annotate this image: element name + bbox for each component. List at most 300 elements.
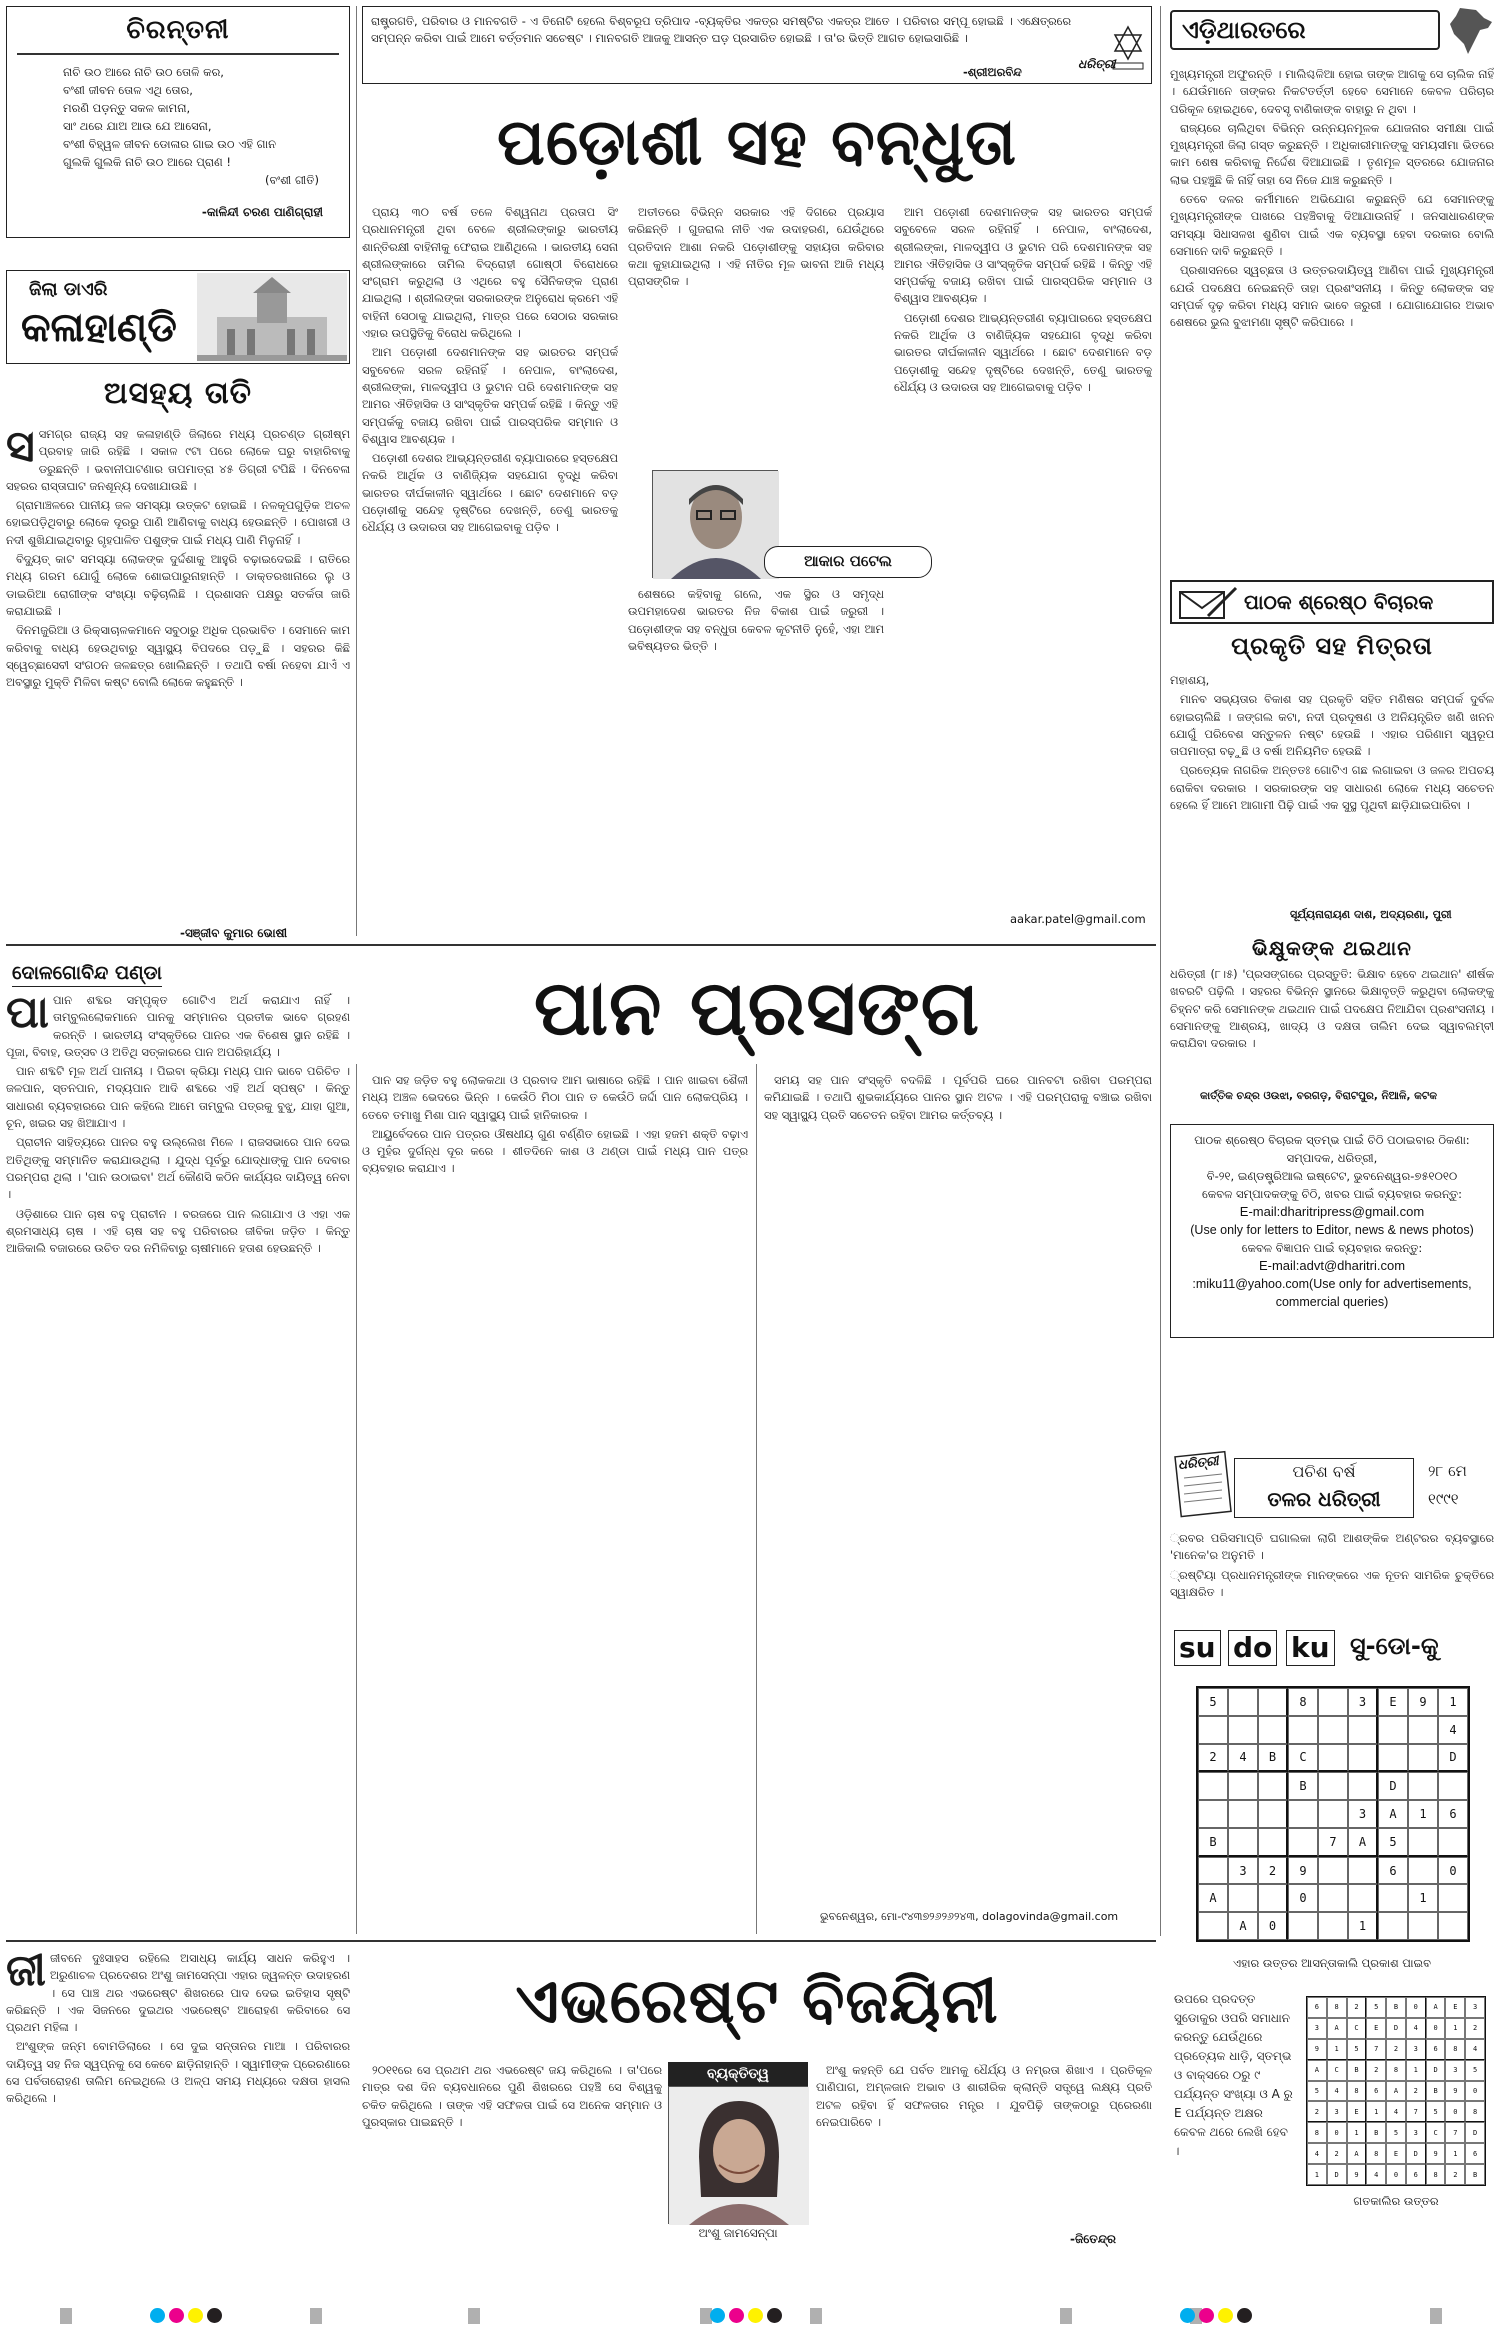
sudoku-solution-cell: 6 xyxy=(1307,1997,1327,2018)
contact-email-note: (Use only for letters to Editor, news & news photos) xyxy=(1190,1223,1474,1237)
sudoku-cell[interactable] xyxy=(1378,1716,1408,1744)
sudoku-cell[interactable] xyxy=(1318,1688,1348,1716)
registration-grey-block xyxy=(810,2308,822,2324)
quote-strip xyxy=(362,6,1152,84)
main-paragraph: ଶେଷରେ କହିବାକୁ ଗଲେ, ଏକ ସ୍ଥିର ଓ ସମୃଦ୍ଧ ଉପମହାଦେଶ ଭାରତର ନିଜ ବିକାଶ ପାଇଁ ଜରୁରୀ । ପଡ଼ୋଶୀଙ୍କ ସହ ବନ୍ଧୁତା କେବଳ କୂଟନୀତି ନୁହେଁ, ଏହା ଆମ ଭବିଷ୍ୟତର ଭିତ୍ତି । xyxy=(628,587,884,653)
letter1-paragraph: ମାନବ ସଭ୍ୟତାର ବିକାଶ ସହ ପ୍ରକୃତି ସହିତ ମଣିଷର ସମ୍ପର୍କ ଦୁର୍ବଳ ହୋଇଚାଲିଛି । ଜଙ୍ଗଲ କଟା, ନଦୀ ପ୍ରଦୂଷଣ ଓ ଅନିୟନ୍ତ୍ରିତ ଖଣି ଖନନ ଯୋଗୁଁ ପରିବେଶ ସନ୍ତୁଳନ ନଷ୍ଟ ହେଉଛି । ଏହାର ପରିଣାମ ସ୍ୱରୂପ ତାପମାତ୍ରା ବଢ଼ୁଛି ଓ ବର୍ଷା ଅନିୟମିତ ହେଉଛି । xyxy=(1170,692,1494,759)
sudoku-cell[interactable] xyxy=(1348,1772,1378,1800)
pan-paragraph: ପ୍ରାଚୀନ ସାହିତ୍ୟରେ ପାନର ବହୁ ଉଲ୍ଲେଖ ମିଳେ । ରାଜସଭାରେ ପାନ ଦେଇ ଅତିଥିଙ୍କୁ ସମ୍ମାନିତ କରାଯାଉଥିଲା । ଯୁଦ୍ଧ ପୂର୍ବରୁ ଯୋଦ୍ଧାଙ୍କୁ ପାନ ଦେବାର ପରମ୍ପରା ଥିଲା । 'ପାନ ଉଠାଇବା' ଅର୍ଥ କୌଣସି କଠିନ କାର୍ଯ୍ୟର ଦାୟିତ୍ୱ ନେବା । xyxy=(6,1135,350,1202)
everest-paragraph xyxy=(6,1950,350,2036)
everest-paragraph: ଅଂଶୁଙ୍କ ଜନ୍ମ ବୋମଡିଲାରେ । ସେ ଦୁଇ ସନ୍ତାନର ମାଆ । ପରିବାରର ଦାୟିତ୍ୱ ସହ ନିଜ ସ୍ୱପ୍ନକୁ ସେ କେବେ ଛାଡ଼ିନାହାନ୍ତି । ସ୍ୱାମୀଙ୍କ ପ୍ରେରଣାରେ ସେ ପର୍ବତାରୋହଣ ତାଲିମ ନେଇଥିଲେ ଓ ଅଳ୍ପ ସମୟ ମଧ୍ୟରେ ଦକ୍ଷତା ହାସଲ କରିଥିଲେ । xyxy=(6,2039,350,2106)
sudoku-cell[interactable] xyxy=(1378,1884,1408,1912)
sudoku-solution-cell: 2 xyxy=(1406,2081,1426,2102)
sudoku-title-ku: ku xyxy=(1286,1630,1335,1666)
sudoku-solution-caption: ଗତକାଲିର ଉତ୍ତର xyxy=(1353,2194,1439,2208)
sudoku-cell[interactable] xyxy=(1408,1716,1438,1744)
letter1-signature: ସୂର୍ଯ୍ୟନାରାୟଣ ଦାଶ, ଅଦ୍ୟରଣା, ପୁରୀ xyxy=(1290,908,1452,921)
registration-color-dot xyxy=(188,2308,203,2323)
twentyfive-date-2: ୧୯୯୧ xyxy=(1428,1490,1459,1508)
poet-name: -କାଳିନ୍ଦୀ ଚରଣ ପାଣିଗ୍ରାହୀ xyxy=(201,205,323,219)
main-paragraph: ଆମ ପଡ଼ୋଶୀ ଦେଶମାନଙ୍କ ସହ ଭାରତର ସମ୍ପର୍କ ସବୁବେଳେ ସରଳ ରହିନାହିଁ । ନେପାଳ, ବାଂଲାଦେଶ, ଶ୍ରୀଲଙ୍କା, ମାଳଦ୍ୱୀପ ଓ ଭୁଟାନ ପରି ଦେଶମାନଙ୍କ ସହ ଆମର ଐତିହାସିକ ଓ ସାଂସ୍କୃତିକ ସମ୍ପର୍କ ରହିଛି । କିନ୍ତୁ ଏହି ସମ୍ପର୍କକୁ ବଜାୟ ରଖିବା ପାଇଁ ପାରସ୍ପରିକ ସମ୍ମାନ ଓ ବିଶ୍ୱାସ ଆବଶ୍ୟକ । xyxy=(362,345,618,446)
sudoku-solution-cell: 0 xyxy=(1327,2122,1347,2143)
column-rule xyxy=(1160,6,1161,1936)
author-email: aakar.patel@gmail.com xyxy=(1010,912,1146,926)
sudoku-solution-cell: 5 xyxy=(1347,2039,1367,2060)
pan-paragraph: ପାନ ଶବ୍ଦଟି ମୂଳ ଅର୍ଥ ପାନୀୟ । ପିଇବା କ୍ରିୟା ମଧ୍ୟ ପାନ ଭାବେ ପରିଚିତ । ଜଳପାନ, ସ୍ତନପାନ, ମଦ୍ୟପାନ ଆଦି ଶବ୍ଦରେ ଏହି ଅର୍ଥ ସ୍ପଷ୍ଟ । କିନ୍ତୁ ସାଧାରଣ ବ୍ୟବହାରରେ ପାନ କହିଲେ ଆମେ ତାମ୍ବୁଲ ପତ୍ରକୁ ବୁଝୁ, ଯାହା ଗୁଆ, ଚୂନ, ଖଇର ସହ ଖିଆଯାଏ । xyxy=(6,1064,350,1131)
everest-byline: -ଜିତେନ୍ଦ୍ର xyxy=(1070,2232,1116,2246)
twentyfive-title-1: ପଚିଶ ବର୍ଷ xyxy=(1292,1462,1356,1481)
everest-person-box xyxy=(668,2062,808,2250)
sudoku-cell[interactable]: 0 xyxy=(1288,1884,1318,1912)
sudoku-cell[interactable]: 0 xyxy=(1258,1912,1288,1940)
sudoku-cell[interactable] xyxy=(1228,1828,1258,1857)
twentyfive-title-box xyxy=(1234,1458,1414,1518)
sudoku-cell[interactable] xyxy=(1318,1912,1348,1940)
sudoku-solution-cell: D xyxy=(1386,2018,1406,2039)
pan-paragraph: ଓଡ଼ିଶାରେ ପାନ ଚାଷ ବହୁ ପ୍ରାଚୀନ । ବରଜରେ ପାନ ଲଗାଯାଏ ଓ ଏହା ଏକ ଶ୍ରମସାଧ୍ୟ ଚାଷ । ଏହି ଚାଷ ସହ ବହୁ ପରିବାରର ଜୀବିକା ଜଡ଼ିତ । କିନ୍ତୁ ଆଜିକାଲି ବଜାରରେ ଉଚିତ ଦର ନମିଳିବାରୁ ଚାଷୀମାନେ ହତାଶ ହେଉଛନ୍ତି । xyxy=(6,1206,350,1256)
contact-email-yahoo[interactable]: :miku11@yahoo.com(Use only for advertisements, commercial queries) xyxy=(1192,1277,1472,1309)
sudoku-solution-cell: A xyxy=(1386,2081,1406,2102)
editorial-paragraph: ତେବେ ଦଳର କର୍ମୀମାନେ ଅଭିଯୋଗ କରୁଛନ୍ତି ଯେ ସେମାନଙ୍କୁ ମୁଖ୍ୟମନ୍ତ୍ରୀଙ୍କ ପାଖରେ ପହଞ୍ଚିବାକୁ ଦିଆଯାଉନାହିଁ । ଜନସାଧାରଣଙ୍କ ସମସ୍ୟା ସିଧାସଳଖ ଶୁଣିବା ପାଇଁ ଏକ ବ୍ୟବସ୍ଥା ହେବା ଦରକାର ବୋଲି ସେମାନେ ଦାବି କରୁଛନ୍ତି । xyxy=(1170,192,1494,258)
sudoku-solution-cell: 6 xyxy=(1465,2143,1485,2164)
contact-line: ବି-୨୧, ଇଣ୍ଡଷ୍ଟ୍ରିଆଲ ଇଷ୍ଟେଟ, ଭୁବନେଶ୍ୱର-୭୫୧୦୧୦ xyxy=(1206,1169,1458,1183)
registration-color-dot xyxy=(767,2308,782,2323)
sudoku-solution-cell: 9 xyxy=(1307,2039,1327,2060)
sudoku-cell[interactable]: 6 xyxy=(1438,1800,1468,1828)
contact-email-advt[interactable]: E-mail:advt@dharitri.com xyxy=(1258,1258,1406,1273)
pan-paragraph: ଆୟୁର୍ବେଦରେ ପାନ ପତ୍ରର ଔଷଧୀୟ ଗୁଣ ବର୍ଣ୍ଣିତ ହୋଇଛି । ଏହା ହଜମ ଶକ୍ତି ବଢ଼ାଏ ଓ ମୁହଁର ଦୁର୍ଗନ୍ଧ ଦୂର କରେ । ଶୀତଦିନେ କାଶ ଓ ଥଣ୍ଡା ପାଇଁ ମଧ୍ୟ ପାନ ପତ୍ର ବ୍ୟବହାର କରାଯାଏ । xyxy=(362,1126,748,1176)
registration-grey-block xyxy=(60,2308,72,2324)
sudoku-solution-cell: E xyxy=(1347,2101,1367,2122)
sudoku-solution-cell: E xyxy=(1445,1997,1465,2018)
poem-source: (ବଂଶୀ ଗୀତି) xyxy=(264,173,319,187)
registration-color-dot xyxy=(207,2308,222,2323)
sudoku-solution-cell: 1 xyxy=(1307,2164,1327,2185)
sudoku-cell[interactable]: C xyxy=(1288,1744,1318,1773)
contact-adv-line: କେବଳ ବିଜ୍ଞାପନ ପାଇଁ ବ୍ୟବହାର କରନ୍ତୁ: xyxy=(1241,1241,1423,1255)
sudoku-cell[interactable]: 7 xyxy=(1318,1828,1348,1857)
district-paragraph: ଗ୍ରାମାଞ୍ଚଳରେ ପାନୀୟ ଜଳ ସମସ୍ୟା ଉତ୍କଟ ହୋଇଛି । ନଳକୂପଗୁଡ଼ିକ ଅଚଳ ହୋଇପଡ଼ିଥିବାରୁ ଲୋକେ ଦୂରରୁ ପାଣି ଆଣିବାକୁ ବାଧ୍ୟ ହେଉଛନ୍ତି । ପୋଖରୀ ଓ ନଦୀ ଶୁଖିଯାଇଥିବାରୁ ଗୃହପାଳିତ ପଶୁଙ୍କ ପାଇଁ ମଧ୍ୟ ପାଣି ମିଳୁନାହିଁ । xyxy=(6,498,350,547)
registration-color-dot xyxy=(150,2308,165,2323)
sudoku-cell[interactable] xyxy=(1228,1884,1258,1912)
sudoku-cell[interactable]: 1 xyxy=(1438,1688,1468,1716)
dropcap: ପା xyxy=(6,992,49,1038)
sudoku-solution-cell: D xyxy=(1426,2060,1446,2081)
poem-line: ବଂଶୀ ଜୀବନ ତୋଳ ଏଥି ତୋର, xyxy=(63,83,193,97)
sudoku-cell[interactable] xyxy=(1198,1857,1228,1885)
district-paragraph: ଦିନମଜୁରିଆ ଓ ରିକ୍ସାଚାଳକମାନେ ସବୁଠାରୁ ଅଧିକ ପ୍ରଭାବିତ । ସେମାନେ କାମ କରିବାକୁ ବାଧ୍ୟ ହେଉଥିବାରୁ ସ୍ୱାସ୍ଥ୍ୟ ବିପଦରେ ପଡ଼ୁଛି । ସହରର କିଛି ସ୍ୱେଚ୍ଛାସେବୀ ସଂଗଠନ ଜଳଛତ୍ର ଖୋଲିଛନ୍ତି । ତଥାପି ବର୍ଷା ନହେବା ଯାଏଁ ଏ ଅବସ୍ଥାରୁ ମୁକ୍ତି ମିଳିବା କଷ୍ଟ ବୋଲି ଲୋକେ କହୁଛନ୍ତି । xyxy=(6,623,350,690)
twentyfive-title-2: ତଳର ଧରିତ୍ରୀ xyxy=(1267,1487,1381,1511)
sudoku-grid[interactable] xyxy=(1196,1686,1470,1942)
sudoku-cell[interactable] xyxy=(1348,1884,1378,1912)
letter1-paragraph: ପ୍ରତ୍ୟେକ ନାଗରିକ ଅନ୍ତତଃ ଗୋଟିଏ ଗଛ ଲଗାଇବା ଓ ଜଳର ଅପଚୟ ରୋକିବା ଦରକାର । ସରକାରଙ୍କ ସହ ସାଧାରଣ ଲୋକେ ମଧ୍ୟ ସଚେତନ ହେଲେ ହିଁ ଆମେ ଆଗାମୀ ପିଢ଼ି ପାଇଁ ଏକ ସୁସ୍ଥ ପୃଥିବୀ ଛାଡ଼ିଯାଇପାରିବା । xyxy=(1170,763,1494,813)
sudoku-cell[interactable]: 6 xyxy=(1378,1857,1408,1885)
sudoku-solution-cell: 7 xyxy=(1406,2101,1426,2122)
sudoku-cell[interactable]: 9 xyxy=(1408,1688,1438,1716)
main-article-col2b xyxy=(628,586,884,932)
sudoku-solution-cell: 8 xyxy=(1465,2101,1485,2122)
sudoku-solution-cell: 1 xyxy=(1445,2143,1465,2164)
everest-person-photo xyxy=(668,2086,808,2224)
sudoku-solution-cell: 4 xyxy=(1386,2101,1406,2122)
main-paragraph: ପଡ଼ୋଶୀ ଦେଶର ଆଭ୍ୟନ୍ତରୀଣ ବ୍ୟାପାରରେ ହସ୍ତକ୍ଷେପ ନକରି ଆର୍ଥିକ ଓ ବାଣିଜ୍ୟିକ ସହଯୋଗ ବୃଦ୍ଧି କରିବା ଭାରତର ଦୀର୍ଘକାଳୀନ ସ୍ୱାର୍ଥରେ । ଛୋଟ ଦେଶମାନେ ବଡ଼ ପଡ଼ୋଶୀକୁ ସନ୍ଦେହ ଦୃଷ୍ଟିରେ ଦେଖନ୍ତି, ତେଣୁ ଭାରତକୁ ଧୈର୍ଯ୍ୟ ଓ ଉଦାରତା ସହ ଆଗେଇବାକୁ ପଡ଼ିବ । xyxy=(894,310,1152,394)
sudoku-cell[interactable] xyxy=(1318,1744,1348,1773)
quote-text: ରାଷ୍ଟ୍ରଗତି, ପରିବାର ଓ ମାନବଗତି - ଏ ତିନୋଟି ହେଲେ ବିଶ୍ବରୂପ ତ୍ରିପାଦ -ବ୍ୟକ୍ତିର ଏକତ୍ର ସମଷ୍ଟିର ଏକତ୍ର ଆତେ । ପରିବାର ସମ୍ପୂ ହୋଇଛି । ଏକ୍ଷେତ୍ରରେ ସମ୍ପନ୍ନ କରିବା ପାଇଁ ଆମେ ବର୍ତ୍ତମାନ ସଚେଷ୍ଟ । ମାନବଗତି ଆଜକୁ ଆସନ୍ତ ଘଡ଼ ପ୍ରସାରିତ ହୋଇଛି । ତା'ର ଭିତ୍ତି ଆଗତ ହୋଇସାରିଛି । xyxy=(371,14,1071,45)
sudoku-cell[interactable]: 0 xyxy=(1438,1857,1468,1885)
sudoku-cell[interactable] xyxy=(1348,1857,1378,1885)
sudoku-cell[interactable] xyxy=(1198,1716,1228,1744)
sudoku-cell[interactable] xyxy=(1288,1800,1318,1828)
sudoku-cell[interactable] xyxy=(1408,1912,1438,1940)
sudoku-solution-cell: 4 xyxy=(1327,2081,1347,2102)
sudoku-cell[interactable]: 4 xyxy=(1228,1744,1258,1773)
chirantani-rule xyxy=(17,53,339,55)
contact-line: ସମ୍ପାଦକ, ଧରିତ୍ରୀ, xyxy=(1286,1151,1378,1165)
sudoku-cell[interactable] xyxy=(1318,1857,1348,1885)
sudoku-cell[interactable]: B xyxy=(1288,1772,1318,1800)
pan-headline: ପାନ ପ୍ରସଙ୍ଗ xyxy=(533,963,981,1052)
poem-line: ବଂଶୀ ବିହ୍ୱଳ ଜୀବନ ଡୋଳାର ଗାଇ ଉଠ ଏହି ଗାନ xyxy=(63,137,277,151)
pan-paragraph-text: ପାନ ଶବ୍ଦର ସମ୍ପୃକ୍ତ ଗୋଟିଏ ଅର୍ଥ କରାଯାଏ ନାହିଁ । ତାମ୍ବୁଲଲୋକମାନେ ପାନକୁ ସମ୍ମାନର ପ୍ରତୀକ ଭାବେ ଗ୍ରହଣ କରନ୍ତି । ଭାରତୀୟ ସଂସ୍କୃତିରେ ପାନର ଏକ ବିଶେଷ ସ୍ଥାନ ରହିଛି । ପୂଜା, ବିବାହ, ଉତ୍ସବ ଓ ଅତିଥି ସତ୍କାରରେ ପାନ ଅପରିହାର୍ଯ୍ୟ । xyxy=(6,993,350,1059)
everest-paragraph: ଅଂଶୁ କହନ୍ତି ଯେ ପର୍ବତ ଆମକୁ ଧୈର୍ଯ୍ୟ ଓ ନମ୍ରତା ଶିଖାଏ । ପ୍ରତିକୂଳ ପାଣିପାଗ, ଅମ୍ଳଜାନ ଅଭାବ ଓ ଶାରୀରିକ କ୍ଲାନ୍ତି ସତ୍ତ୍ୱେ ଲକ୍ଷ୍ୟ ପ୍ରତି ଅଟଳ ରହିବା ହିଁ ସଫଳତାର ମନ୍ତ୍ର । ଯୁବପିଢ଼ି ତାଙ୍କଠାରୁ ପ୍ରେରଣା ନେଇପାରିବେ । xyxy=(816,2063,1152,2129)
sudoku-solution-cell: 8 xyxy=(1366,2143,1386,2164)
sudoku-cell[interactable] xyxy=(1408,1828,1438,1857)
sudoku-cell[interactable] xyxy=(1348,1716,1378,1744)
sudoku-cell[interactable] xyxy=(1228,1716,1258,1744)
main-paragraph: ଆମ ପଡ଼ୋଶୀ ଦେଶମାନଙ୍କ ସହ ଭାରତର ସମ୍ପର୍କ ସବୁବେଳେ ସରଳ ରହିନାହିଁ । ନେପାଳ, ବାଂଲାଦେଶ, ଶ୍ରୀଲଙ୍କା, ମାଳଦ୍ୱୀପ ଓ ଭୁଟାନ ପରି ଦେଶମାନଙ୍କ ସହ ଆମର ଐତିହାସିକ ଓ ସାଂସ୍କୃତିକ ସମ୍ପର୍କ ରହିଛି । କିନ୍ତୁ ଏହି ସମ୍ପର୍କକୁ ବଜାୟ ରଖିବା ପାଇଁ ପାରସ୍ପରିକ ସମ୍ମାନ ଓ ବିଶ୍ୱାସ ଆବଶ୍ୟକ । xyxy=(894,205,1152,306)
editorial-logo xyxy=(1170,6,1494,58)
sudoku-cell[interactable] xyxy=(1228,1800,1258,1828)
sudoku-solution-cell: B xyxy=(1347,2060,1367,2081)
contact-title: ପାଠକ ଶ୍ରେଷ୍ଠ ବିଚାରକ ସ୍ତମ୍ଭ ପାଇଁ ଚିଠି ପଠାଇବାର ଠିକଣା: xyxy=(1194,1133,1470,1147)
column-rule xyxy=(356,1064,357,1934)
district-label: ଜିଲା ଡାଏରି xyxy=(29,279,108,300)
sudoku-solution-cell: 0 xyxy=(1406,1997,1426,2018)
sudoku-cell[interactable]: 2 xyxy=(1198,1744,1228,1773)
registration-color-dot xyxy=(1218,2308,1233,2323)
sudoku-cell[interactable] xyxy=(1198,1912,1228,1940)
sudoku-solution-cell: 7 xyxy=(1366,2039,1386,2060)
sudoku-cell[interactable] xyxy=(1318,1884,1348,1912)
dropcap: ଜୀ xyxy=(6,1950,46,1996)
letter1-body xyxy=(1170,672,1494,908)
sudoku-solution-cell: B xyxy=(1386,1997,1406,2018)
twentyfive-date-1: ୨୮ ମେ xyxy=(1428,1462,1467,1480)
sudoku-solution-cell: 5 xyxy=(1307,2081,1327,2102)
pan-col3 xyxy=(764,1072,1152,1902)
main-headline: ପଡ଼ୋଶୀ ସହ ବନ୍ଧୁତା xyxy=(496,106,1018,180)
editorial-paragraph: ପ୍ରଶାସନରେ ସ୍ୱଚ୍ଛତା ଓ ଉତ୍ତରଦାୟିତ୍ୱ ଆଣିବା ପାଇଁ ମୁଖ୍ୟମନ୍ତ୍ରୀ ଯେଉଁ ପଦକ୍ଷେପ ନେଇଛନ୍ତି ତାହା ପ୍ରଶଂସନୀୟ । କିନ୍ତୁ ଲୋକଙ୍କ ସହ ସମ୍ପର୍କ ଦୃଢ଼ କରିବା ମଧ୍ୟ ସମାନ ଭାବେ ଜରୁରୀ । ଯୋଗାଯୋଗର ଅଭାବ ଶେଷରେ ଭୁଲ ବୁଝାମଣା ସୃଷ୍ଟି କରିପାରେ । xyxy=(1170,263,1494,330)
sudoku-cell[interactable]: B xyxy=(1198,1828,1228,1857)
sudoku-cell[interactable]: E xyxy=(1378,1688,1408,1716)
sudoku-solution-cell: E xyxy=(1386,2143,1406,2164)
sudoku-solution-cell: 3 xyxy=(1406,2122,1426,2143)
star-emblem-icon xyxy=(1111,23,1145,73)
sudoku-cell[interactable] xyxy=(1378,1744,1408,1773)
sudoku-cell[interactable] xyxy=(1228,1688,1258,1716)
pan-paragraph: ସମୟ ସହ ପାନ ସଂସ୍କୃତି ବଦଳିଛି । ପୂର୍ବପରି ଘରେ ପାନବଟା ରଖିବା ପରମ୍ପରା କମିଯାଇଛି । ତଥାପି ଶୁଭକାର୍ଯ୍ୟରେ ପାନର ସ୍ଥାନ ଅଟଳ । ଏହି ପରମ୍ପରାକୁ ବଞ୍ଚାଇ ରଖିବା ସହ ସ୍ୱାସ୍ଥ୍ୟ ପ୍ରତି ସଚେତନ ରହିବା ଆମର କର୍ତ୍ତବ୍ୟ । xyxy=(764,1073,1152,1122)
sudoku-solution-cell: 2 xyxy=(1327,2143,1347,2164)
sudoku-cell[interactable]: A xyxy=(1378,1800,1408,1828)
sudoku-solution-cell: D xyxy=(1406,2143,1426,2164)
sudoku-cell[interactable]: 8 xyxy=(1288,1688,1318,1716)
sudoku-solution-cell: 3 xyxy=(1307,2018,1327,2039)
registration-grey-block xyxy=(310,2308,322,2324)
sudoku-cell[interactable]: A xyxy=(1348,1828,1378,1857)
sudoku-solution-cell: 3 xyxy=(1445,2060,1465,2081)
sudoku-cell[interactable]: 3 xyxy=(1348,1688,1378,1716)
district-paragraph: ବିଦ୍ୟୁତ୍ କାଟ ସମସ୍ୟା ଲୋକଙ୍କ ଦୁର୍ଦ୍ଦଶାକୁ ଆହୁରି ବଢ଼ାଇଦେଇଛି । ରାତିରେ ମଧ୍ୟ ଗରମ ଯୋଗୁଁ ଲୋକେ ଶୋଇପାରୁନାହାନ୍ତି । ଡାକ୍ତରଖାନାରେ ଲୁ ଓ ଡାଇରିଆ ରୋଗୀଙ୍କ ସଂଖ୍ୟା ବଢ଼ିଚାଲିଛି । ପ୍ରଶାସନ ପକ୍ଷରୁ ସତର୍କତା ଜାରି କରାଯାଇଛି । xyxy=(6,552,350,618)
twentyfive-logo: ଧରିତ୍ରୀ xyxy=(1177,1453,1220,1474)
everest-paragraph: ୨୦୧୧ରେ ସେ ପ୍ରଥମ ଥର ଏଭରେଷ୍ଟ ଜୟ କରିଥିଲେ । ତା'ପରେ ମାତ୍ର ଦଶ ଦିନ ବ୍ୟବଧାନରେ ପୁଣି ଶିଖରରେ ପହଞ୍ଚି ସେ ବିଶ୍ୱକୁ ଚକିତ କରିଥିଲେ । ତାଙ୍କ ଏହି ସଫଳତା ପାଇଁ ସେ ଅନେକ ସମ୍ମାନ ଓ ପୁରସ୍କାର ପାଇଛନ୍ତି । xyxy=(362,2063,662,2129)
sudoku-cell[interactable] xyxy=(1318,1800,1348,1828)
poem-line: ସାଂ ଥରେ ଯାଅ ଆଉ ଯେ ଆସେନା, xyxy=(63,119,212,133)
district-paragraph xyxy=(6,426,350,495)
poem-line: ଗୁଲକି ଗୁଲକି ନାଚି ଉଠ ଆରେ ପ୍ରାଣ ! xyxy=(63,155,231,169)
sudoku-solution-cell: 8 xyxy=(1327,1997,1347,2018)
quote-author: -ଶ୍ରୀଅରବିନ୍ଦ xyxy=(963,65,1022,79)
sudoku-solution-cell: 2 xyxy=(1347,1997,1367,2018)
sudoku-cell[interactable] xyxy=(1258,1884,1288,1912)
sudoku-solution-grid xyxy=(1306,1996,1486,2186)
twentyfive-items xyxy=(1170,1530,1494,1602)
sudoku-cell[interactable] xyxy=(1438,1912,1468,1940)
sudoku-cell[interactable]: 1 xyxy=(1408,1884,1438,1912)
sudoku-solution-cell: 6 xyxy=(1366,2081,1386,2102)
letter2-signature: କାର୍ତ୍ତିକ ଚନ୍ଦ୍ର ଓଉଝା, ବରଗଡ଼, ବିରାଟପୁର, ନିଆଳି, କଟକ xyxy=(1200,1090,1437,1102)
column-rule xyxy=(756,1064,757,1934)
pan-author: ଦୋଳଗୋବିନ୍ଦ ପଣ୍ଡା xyxy=(12,962,162,987)
editorial-logo-text: ଏଡ଼ିଥାରତରେ xyxy=(1170,10,1440,50)
pan-footer: ଭୁବନେଶ୍ୱର, ମୋ-୯୪୩୭୨୬୨୬୨୪୩, dolagovinda@gmail.com xyxy=(820,1910,1119,1923)
sudoku-cell[interactable] xyxy=(1438,1884,1468,1912)
sudoku-cell[interactable] xyxy=(1438,1828,1468,1857)
registration-grey-block xyxy=(468,2308,480,2324)
sudoku-cell[interactable] xyxy=(1348,1744,1378,1773)
sudoku-solution-cell: 2 xyxy=(1307,2101,1327,2122)
sudoku-solution-cell: 8 xyxy=(1307,2122,1327,2143)
chirantani-box xyxy=(6,6,350,238)
district-diary-box xyxy=(6,270,350,364)
sudoku-cell[interactable]: 1 xyxy=(1348,1912,1378,1940)
sudoku-title-su: su xyxy=(1174,1630,1221,1666)
sudoku-solution-cell: 8 xyxy=(1386,2060,1406,2081)
district-headline: ଅସହ୍ୟ ତାତି xyxy=(103,376,253,411)
sudoku-solution-cell: C xyxy=(1426,2122,1446,2143)
letter2-headline: ଭିକ୍ଷୁକଙ୍କ ଥଇଥାନ xyxy=(1252,936,1412,960)
twentyfive-item: ୍ରବର ପରିସମାପ୍ତି ଘଗାଲକା ଲାଗି ଆଶଙ୍କିକ ଅଣ୍ଟରର ବ୍ୟବସ୍ଥାରେ 'ମାନେକ'ର ଅନୁମତି । xyxy=(1170,1531,1494,1563)
main-article-col2 xyxy=(628,204,884,494)
india-map-icon xyxy=(1446,6,1494,56)
sudoku-solution-cell: E xyxy=(1366,2018,1386,2039)
sudoku-cell[interactable]: D xyxy=(1438,1744,1468,1773)
sudoku-cell[interactable]: 1 xyxy=(1408,1800,1438,1828)
sudoku-solution-cell: 8 xyxy=(1426,2164,1446,2185)
sudoku-cell[interactable] xyxy=(1408,1744,1438,1773)
contact-line: କେବଳ ସମ୍ପାଦକଙ୍କୁ ଚିଠି, ଖବର ପାଇଁ ବ୍ୟବହାର କରନ୍ତୁ: xyxy=(1202,1187,1462,1201)
sudoku-solution-cell: D xyxy=(1327,2164,1347,2185)
sudoku-solution-cell: 9 xyxy=(1426,2143,1446,2164)
registration-color-dot xyxy=(729,2308,744,2323)
sudoku-cell[interactable] xyxy=(1198,1772,1228,1800)
sudoku-cell[interactable] xyxy=(1318,1772,1348,1800)
sudoku-solution-cell: B xyxy=(1366,2122,1386,2143)
letter1-headline: ପ୍ରକୃତି ସହ ମିତ୍ରତା xyxy=(1231,632,1433,660)
letter2-body: ଧରିତ୍ରୀ (୮।୫) 'ପ୍ରସଙ୍ଗରେ ପ୍ରସ୍ତୁତି: ଭିକ୍ଷାବ ହେବେ ଥଇଥାନ' ଶୀର୍ଷକ ଖବରଟି ପଢ଼ିଲି । ସହରର ବିଭିନ୍ନ ସ୍ଥାନରେ ଭିକ୍ଷାବୃତ୍ତି କରୁଥିବା ଲୋକଙ୍କୁ ଚିହ୍ନଟ କରି ସେମାନଙ୍କ ଥଇଥାନ ପାଇଁ ପଦକ୍ଷେପ ନିଆଯିବା ପ୍ରଶଂସନୀୟ । ସେମାନଙ୍କୁ ଆଶ୍ରୟ, ଖାଦ୍ୟ ଓ ଦକ୍ଷତା ତାଲିମ ଦେଇ ସ୍ୱାବଲମ୍ବୀ କରାଯିବା ଦରକାର । xyxy=(1170,967,1494,1051)
sudoku-title-do: do xyxy=(1228,1630,1277,1666)
column-rule xyxy=(356,6,357,936)
sudoku-solution-cell: 6 xyxy=(1406,2164,1426,2185)
sudoku-solution-cell: 7 xyxy=(1445,2122,1465,2143)
sudoku-solution-cell: 5 xyxy=(1465,2060,1485,2081)
sudoku-solution-cell: 4 xyxy=(1366,2164,1386,2185)
district-name: କଳାହାଣ୍ଡି xyxy=(21,305,177,351)
district-paragraph-text: ସମଗ୍ର ରାଜ୍ୟ ସହ କଳାହାଣ୍ଡି ଜିଲାରେ ମଧ୍ୟ ପ୍ରଚଣ୍ଡ ଗ୍ରୀଷ୍ମ ପ୍ରବାହ ଜାରି ରହିଛି । ସକାଳ ୯ଟା ପରେ ଲୋକେ ଘରୁ ବାହାରିବାକୁ ଡରୁଛନ୍ତି । ଭବାନୀପାଟଣାର ତାପମାତ୍ରା ୪୫ ଡିଗ୍ରୀ ଟପିଛି । ଦିନବେଳା ସହରର ରାସ୍ତାଘାଟ ଜନଶୂନ୍ୟ ଦେଖାଯାଉଛି । xyxy=(6,427,350,493)
everest-tag: ବ୍ୟକ୍ତିତ୍ୱ xyxy=(668,2062,808,2086)
district-body xyxy=(6,426,350,924)
district-byline: -ସଞ୍ଜୀବ କୁମାର ଭୋଷୀ xyxy=(180,926,288,940)
sudoku-cell[interactable] xyxy=(1408,1772,1438,1800)
author-name-pill: ଆକାର ପଟେଲ xyxy=(764,546,932,578)
letters-label: ପାଠକ ଶ୍ରେଷ୍ଠ ବିଚାରକ xyxy=(1244,590,1434,614)
sudoku-cell[interactable] xyxy=(1258,1716,1288,1744)
main-article-col3 xyxy=(894,204,1152,904)
sudoku-solution-cell: 9 xyxy=(1445,2081,1465,2102)
sudoku-solution-cell: B xyxy=(1426,2081,1446,2102)
sudoku-solution-cell: D xyxy=(1465,2122,1485,2143)
sudoku-solution-cell: C xyxy=(1347,2018,1367,2039)
everest-person-name: ଅଂଶୁ ଜାମସେନ୍ପା xyxy=(698,2226,778,2240)
sudoku-solution-cell: 0 xyxy=(1465,2081,1485,2102)
sudoku-solution-cell: C xyxy=(1327,2060,1347,2081)
pan-paragraph: ପାନ ସହ ଜଡ଼ିତ ବହୁ ଲୋକକଥା ଓ ପ୍ରବାଦ ଆମ ଭାଷାରେ ରହିଛି । ପାନ ଖାଇବା ଶୈଳୀ ମଧ୍ୟ ଅଞ୍ଚଳ ଭେଦରେ ଭିନ୍ନ । କେଉଁଠି ମିଠା ପାନ ତ କେଉଁଠି ଜର୍ଦ୍ଦା ପାନ ଲୋକପ୍ରିୟ । ତେବେ ତମାଖୁ ମିଶା ପାନ ସ୍ୱାସ୍ଥ୍ୟ ପାଇଁ ହାନିକାରକ । xyxy=(362,1073,748,1122)
sudoku-cell[interactable]: D xyxy=(1378,1772,1408,1800)
section-rule xyxy=(6,1940,1156,1942)
pan-paragraph xyxy=(6,992,350,1061)
sudoku-solution-cell: A xyxy=(1347,2143,1367,2164)
main-paragraph: ଅତୀତରେ ବିଭିନ୍ନ ସରକାର ଏହି ଦିଗରେ ପ୍ରୟାସ କରିଛନ୍ତି । ଗୁଜରାଲ ନୀତି ଏକ ଉଦାହରଣ, ଯେଉଁଥିରେ ପ୍ରତିଦାନ ଆଶା ନକରି ପଡ଼ୋଶୀଙ୍କୁ ସହାୟତା କରିବାର କଥା କୁହାଯାଇଥିଲା । ଏହି ନୀତିର ମୂଳ ଭାବନା ଆଜି ମଧ୍ୟ ପ୍ରାସଙ୍ଗିକ । xyxy=(628,205,884,289)
sudoku-cell[interactable] xyxy=(1228,1772,1258,1800)
sudoku-solution-cell: 8 xyxy=(1445,2039,1465,2060)
dropcap: ସ xyxy=(6,426,35,472)
sudoku-solution-cell: 1 xyxy=(1445,2018,1465,2039)
sudoku-title xyxy=(1170,1630,1494,1670)
sudoku-cell[interactable]: 9 xyxy=(1288,1857,1318,1885)
sudoku-cell[interactable] xyxy=(1258,1772,1288,1800)
everest-col2 xyxy=(362,2062,662,2250)
sudoku-cell[interactable] xyxy=(1288,1828,1318,1857)
everest-paragraph-text: ଜୀବନେ ଦୁଃସାହସ ରହିଲେ ଅସାଧ୍ୟ କାର୍ଯ୍ୟ ସାଧନ କରିହୁଏ । ଅରୁଣାଚଳ ପ୍ରଦେଶର ଅଂଶୁ ଜାମସେନ୍ପା ଏହାର ଜ୍ୱଳନ୍ତ ଉଦାହରଣ । ସେ ପାଞ୍ଚ ଥର ଏଭରେଷ୍ଟ ଶିଖରରେ ପାଦ ଦେଇ ଇତିହାସ ସୃଷ୍ଟି କରିଛନ୍ତି । ଏକ ସିଜନରେ ଦୁଇଥର ଏଭରେଷ୍ଟ ଆରୋହଣ କରିବାରେ ସେ ପ୍ରଥମ ମହିଳା । xyxy=(6,1951,350,2035)
sudoku-solution-cell: 3 xyxy=(1465,1997,1485,2018)
letter1-salutation: ମହାଶୟ, xyxy=(1170,673,1210,687)
sudoku-solution-cell: 5 xyxy=(1366,1997,1386,2018)
sudoku-cell[interactable] xyxy=(1258,1688,1288,1716)
envelope-pen-icon xyxy=(1178,586,1238,620)
contact-email-press[interactable]: E-mail:dharitripress@gmail.com xyxy=(1239,1204,1425,1219)
sudoku-cell[interactable]: 5 xyxy=(1378,1828,1408,1857)
sudoku-solution-cell: A xyxy=(1426,1997,1446,2018)
sudoku-cell[interactable]: 3 xyxy=(1348,1800,1378,1828)
chirantani-poem xyxy=(63,63,276,171)
registration-color-dot xyxy=(1237,2308,1252,2323)
sudoku-solution-cell: 3 xyxy=(1406,2039,1426,2060)
sudoku-solution-cell: 3 xyxy=(1327,2101,1347,2122)
sudoku-cell[interactable]: 3 xyxy=(1228,1857,1258,1885)
editorial-paragraph: ରାଜ୍ୟରେ ଚାଲିଥିବା ବିଭିନ୍ନ ଉନ୍ନୟନମୂଳକ ଯୋଜନାର ସମୀକ୍ଷା ପାଇଁ ମୁଖ୍ୟମନ୍ତ୍ରୀ ଜିଲା ଗସ୍ତ କରୁଛନ୍ତି । ଅଧିକାରୀମାନଙ୍କୁ ସମୟସୀମା ଭିତରେ କାମ ଶେଷ କରିବାକୁ ନିର୍ଦ୍ଦେଶ ଦିଆଯାଇଛି । ତୃଣମୂଳ ସ୍ତରରେ ଯୋଜନାର ଲାଭ ପହଞ୍ଚୁଛି କି ନାହିଁ ତାହା ସେ ନିଜେ ଯାଞ୍ଚ କରୁଛନ୍ତି । xyxy=(1170,120,1494,187)
sudoku-solution-cell: A xyxy=(1327,2018,1347,2039)
poem-line: ନାଚି ଉଠ ଆରେ ନାଚି ଉଠ ତୋଳି କର, xyxy=(63,65,224,79)
sudoku-cell[interactable] xyxy=(1288,1716,1318,1744)
everest-col1 xyxy=(6,1950,350,2250)
sudoku-instructions: ଉପରେ ପ୍ରଦତ୍ତ ସୁଡୋକୁର ଓପରି ସମାଧାନ କରନ୍ତୁ ଯେଉଁଥିରେ ପ୍ରତ୍ୟେକ ଧାଡ଼ି, ସ୍ତମ୍ଭ ଓ ବାକ୍ସରେ ୦ରୁ ୯ ପର୍ଯ୍ୟନ୍ତ ସଂଖ୍ୟା ଓ A ରୁ E ପର୍ଯ୍ୟନ୍ତ ଅକ୍ଷର କେବଳ ଥରେ ଲେଖି ହେବ । xyxy=(1174,1992,1293,2158)
sudoku-solution-cell: 0 xyxy=(1386,2164,1406,2185)
sudoku-cell[interactable] xyxy=(1408,1857,1438,1885)
poem-line: ମରଣି ପଡ଼ନ୍ତୁ ସକଳ କାମନା, xyxy=(63,101,191,115)
print-registration-strip xyxy=(0,2304,1500,2330)
registration-color-dot xyxy=(1180,2308,1195,2323)
sudoku-solution-cell: 4 xyxy=(1465,2039,1485,2060)
sudoku-cell[interactable] xyxy=(1438,1772,1468,1800)
section-rule xyxy=(6,944,1156,946)
sudoku-cell[interactable] xyxy=(1198,1800,1228,1828)
sudoku-cell[interactable]: A xyxy=(1228,1912,1258,1940)
sudoku-solution-cell: 1 xyxy=(1347,2122,1367,2143)
letters-header-box xyxy=(1170,580,1494,624)
sudoku-title-odia: ସୁ-ଡୋ-କୁ xyxy=(1350,1632,1439,1660)
registration-grey-block xyxy=(1430,2308,1442,2324)
sudoku-solution-cell: 2 xyxy=(1445,2164,1465,2185)
sudoku-caption: ଏହାର ଉତ୍ତର ଆସନ୍ତାକାଲି ପ୍ରକାଶ ପାଇବ xyxy=(1233,1956,1431,1970)
sudoku-solution-cell: 1 xyxy=(1406,2060,1426,2081)
main-paragraph: ପଡ଼ୋଶୀ ଦେଶର ଆଭ୍ୟନ୍ତରୀଣ ବ୍ୟାପାରରେ ହସ୍ତକ୍ଷେପ ନକରି ଆର୍ଥିକ ଓ ବାଣିଜ୍ୟିକ ସହଯୋଗ ବୃଦ୍ଧି କରିବା ଭାରତର ଦୀର୍ଘକାଳୀନ ସ୍ୱାର୍ଥରେ । ଛୋଟ ଦେଶମାନେ ବଡ଼ ପଡ଼ୋଶୀକୁ ସନ୍ଦେହ ଦୃଷ୍ଟିରେ ଦେଖନ୍ତି, ତେଣୁ ଭାରତକୁ ଧୈର୍ଯ୍ୟ ଓ ଉଦାରତା ସହ ଆଗେଇବାକୁ ପଡ଼ିବ । xyxy=(362,451,618,535)
sudoku-cell[interactable]: 2 xyxy=(1258,1857,1288,1885)
author-photo xyxy=(652,470,778,578)
sudoku-cell[interactable] xyxy=(1378,1912,1408,1940)
sudoku-cell[interactable]: A xyxy=(1198,1884,1228,1912)
chirantani-title: ଚିରନ୍ତନୀ xyxy=(126,15,230,45)
sudoku-solution-cell: 1 xyxy=(1366,2101,1386,2122)
sudoku-solution-cell: 6 xyxy=(1426,2039,1446,2060)
sudoku-solution-cell: 5 xyxy=(1426,2101,1446,2122)
sudoku-solution-cell: 0 xyxy=(1445,2101,1465,2122)
editorial-paragraph: ମୁଖ୍ୟମନ୍ତ୍ରୀ ଅଫୁରନ୍ତି । ମାଲିଶ୍ଚଳିଆ ହୋଇ ତାଙ୍କ ଆଗକୁ ସେ ଚାଲିକ ନାହିଁ । ଯେଉଁମାନେ ତାଙ୍କର ନିକଟତର୍ତ୍ତୀ ହେବେ ସେମାନେ କେବଳ ପରିଚାର ପରିକୂଳ ହୋଇଥିବେ, ଦେବସୃ ବାଣିକାଙ୍କ ବାହାରୁ ନ ଥିବା । xyxy=(1170,67,1494,116)
twentyfive-item: ୍ରଷ୍ଟିୟା ପ୍ରଧାନମନ୍ତ୍ରୀଙ୍କ ମାନଙ୍କରେ ଏକ ନୂତନ ସାମରିକ ଚୁକ୍ତିରେ ସ୍ୱାକ୍ଷରିତ । xyxy=(1170,1567,1494,1599)
sudoku-solution-cell: 2 xyxy=(1465,2018,1485,2039)
sudoku-solution-cell: 8 xyxy=(1347,2081,1367,2102)
sudoku-cell[interactable] xyxy=(1258,1800,1288,1828)
pan-col2 xyxy=(362,1072,748,1930)
dharitri-small-logo: ଧରିତ୍ରୀ xyxy=(1078,57,1116,71)
registration-color-dot xyxy=(748,2308,763,2323)
sudoku-cell[interactable] xyxy=(1318,1716,1348,1744)
sudoku-solution-cell: 9 xyxy=(1347,2164,1367,2185)
registration-color-dot xyxy=(169,2308,184,2323)
sudoku-solution-cell: 4 xyxy=(1307,2143,1327,2164)
registration-color-dot xyxy=(710,2308,725,2323)
pan-col1 xyxy=(6,992,350,1930)
sudoku-cell[interactable]: B xyxy=(1258,1744,1288,1773)
sudoku-cell[interactable] xyxy=(1288,1912,1318,1940)
sudoku-cell[interactable]: 4 xyxy=(1438,1716,1468,1744)
sudoku-cell[interactable]: 5 xyxy=(1198,1688,1228,1716)
sudoku-cell[interactable] xyxy=(1258,1828,1288,1857)
sudoku-solution-cell: B xyxy=(1465,2164,1485,2185)
registration-color-dot xyxy=(1199,2308,1214,2323)
everest-col3 xyxy=(816,2062,1152,2230)
registration-grey-block xyxy=(1060,2308,1072,2324)
sudoku-solution-cell: 1 xyxy=(1327,2039,1347,2060)
editorial-body xyxy=(1170,66,1494,576)
